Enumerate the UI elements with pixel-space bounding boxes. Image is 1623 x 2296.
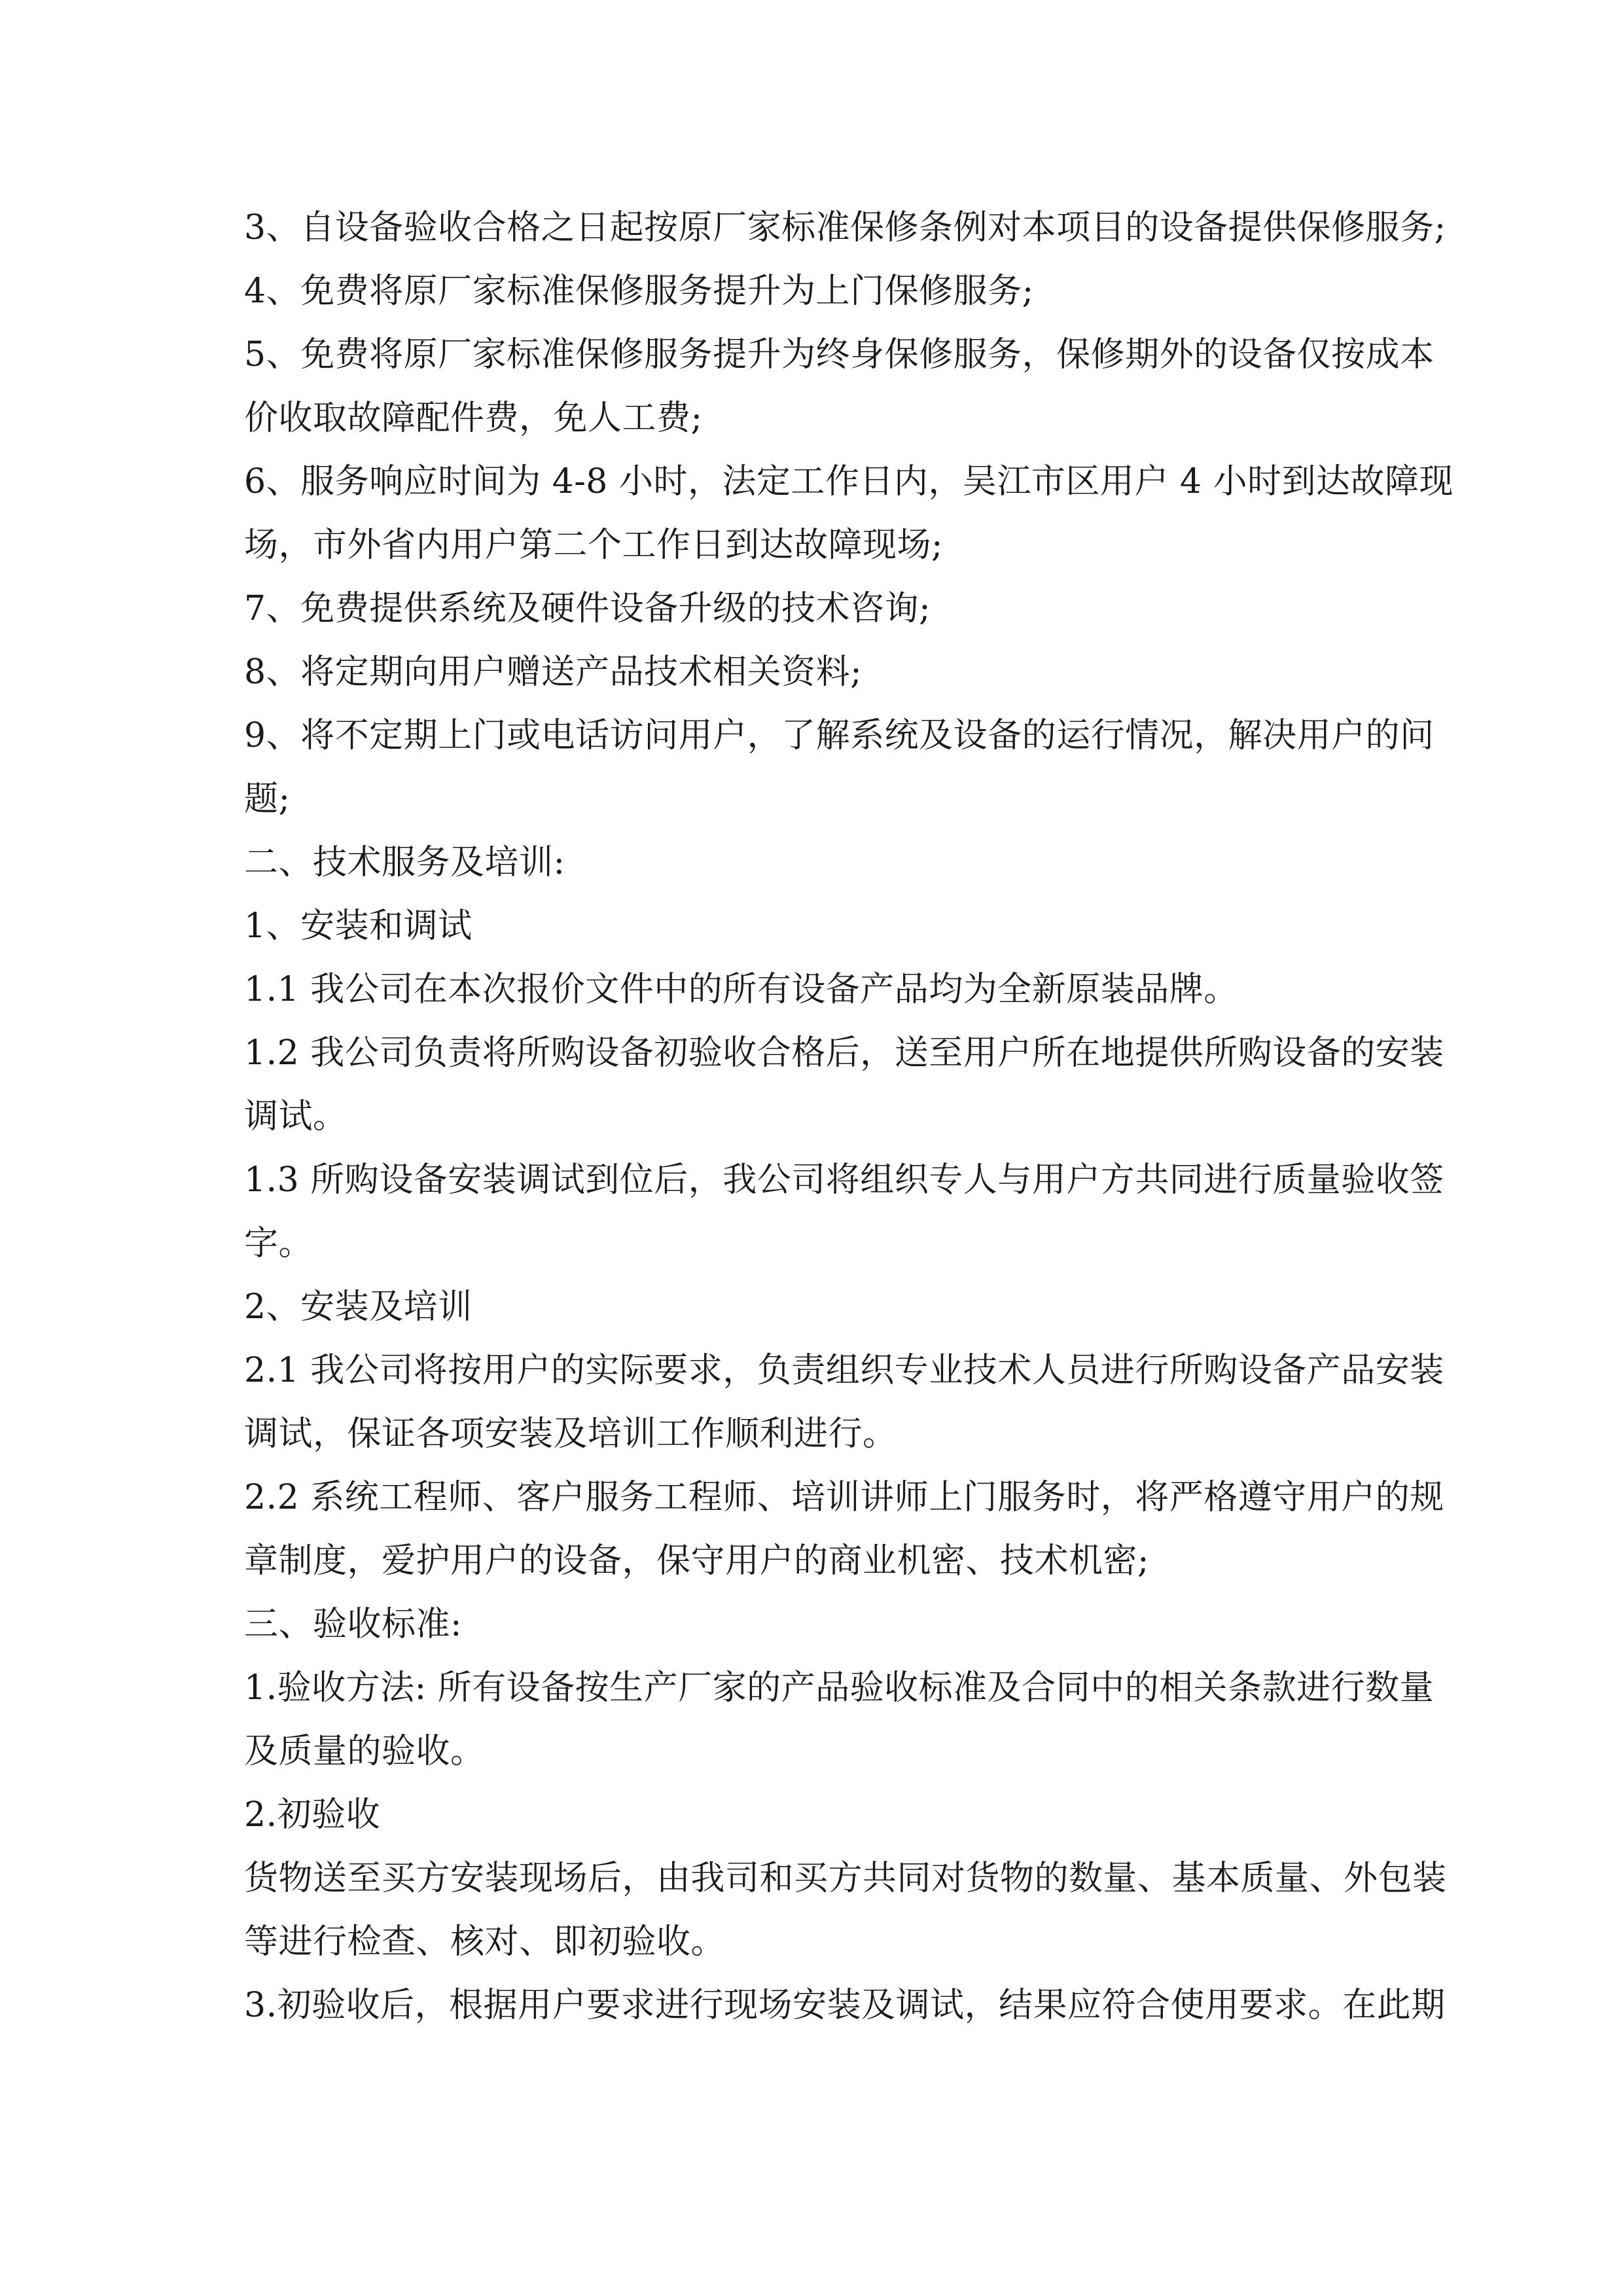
text-line: 6、服务响应时间为 4-8 小时，法定工作日内，吴江市区用户 4 小时到达故障现 [244, 462, 1454, 501]
text-line: 7、免费提供系统及硬件设备升级的技术咨询; [244, 589, 931, 628]
text-line: 等进行检查、核对、即初验收。 [244, 1922, 726, 1962]
subsection-heading: 2、安装及培训 [244, 1287, 473, 1327]
text-line: 场，市外省内用户第二个工作日到达故障现场; [244, 526, 944, 565]
text-line: 及质量的验收。 [244, 1732, 485, 1771]
text-line: 8、将定期向用户赠送产品技术相关资料; [244, 653, 863, 692]
text-line: 价收取故障配件费，免人工费; [244, 399, 703, 438]
document-body [244, 196, 1454, 2037]
subsection-heading: 1、安装和调试 [244, 906, 473, 946]
text-line: 4、免费将原厂家标准保修服务提升为上门保修服务; [244, 272, 1034, 311]
section-heading: 二、技术服务及培训: [244, 843, 565, 882]
text-line: 字。 [244, 1224, 313, 1263]
text-line: 2.1 我公司将按用户的实际要求，负责组织专业技术人员进行所购设备产品安装 [244, 1351, 1444, 1390]
subsection-heading: 2.初验收 [244, 1795, 381, 1835]
text-line: 题; [244, 780, 291, 819]
text-line: 5、免费将原厂家标准保修服务提升为终身保修服务，保修期外的设备仅按成本 [244, 335, 1435, 374]
text-line: 2.2 系统工程师、客户服务工程师、培训讲师上门服务时，将严格遵守用户的规 [244, 1478, 1444, 1517]
text-line: 1.验收方法: 所有设备按生产厂家的产品验收标准及合同中的相关条款进行数量 [244, 1668, 1435, 1708]
text-line: 调试。 [244, 1097, 348, 1136]
text-line: 3、自设备验收合格之日起按原厂家标准保修条例对本项目的设备提供保修服务; [244, 208, 1446, 247]
text-line: 货物送至买方安装现场后，由我司和买方共同对货物的数量、基本质量、外包装 [244, 1859, 1447, 1898]
text-line: 1.1 我公司在本次报价文件中的所有设备产品均为全新原装品牌。 [244, 970, 1238, 1009]
text-line: 1.2 我公司负责将所购设备初验收合格后，送至用户所在地提供所购设备的安装 [244, 1033, 1444, 1073]
section-heading: 三、验收标准: [244, 1605, 463, 1644]
text-line: 3.初验收后，根据用户要求进行现场安装及调试，结果应符合使用要求。在此期 [244, 1986, 1446, 2025]
text-line: 调试，保证各项安装及培训工作顺利进行。 [244, 1414, 897, 1454]
text-line: 章制度，爱护用户的设备，保守用户的商业机密、技术机密; [244, 1541, 1150, 1581]
text-line: 9、将不定期上门或电话访问用户，了解系统及设备的运行情况，解决用户的问 [244, 716, 1435, 755]
text-line: 1.3 所购设备安装调试到位后，我公司将组织专人与用户方共同进行质量验收签 [244, 1160, 1444, 1200]
